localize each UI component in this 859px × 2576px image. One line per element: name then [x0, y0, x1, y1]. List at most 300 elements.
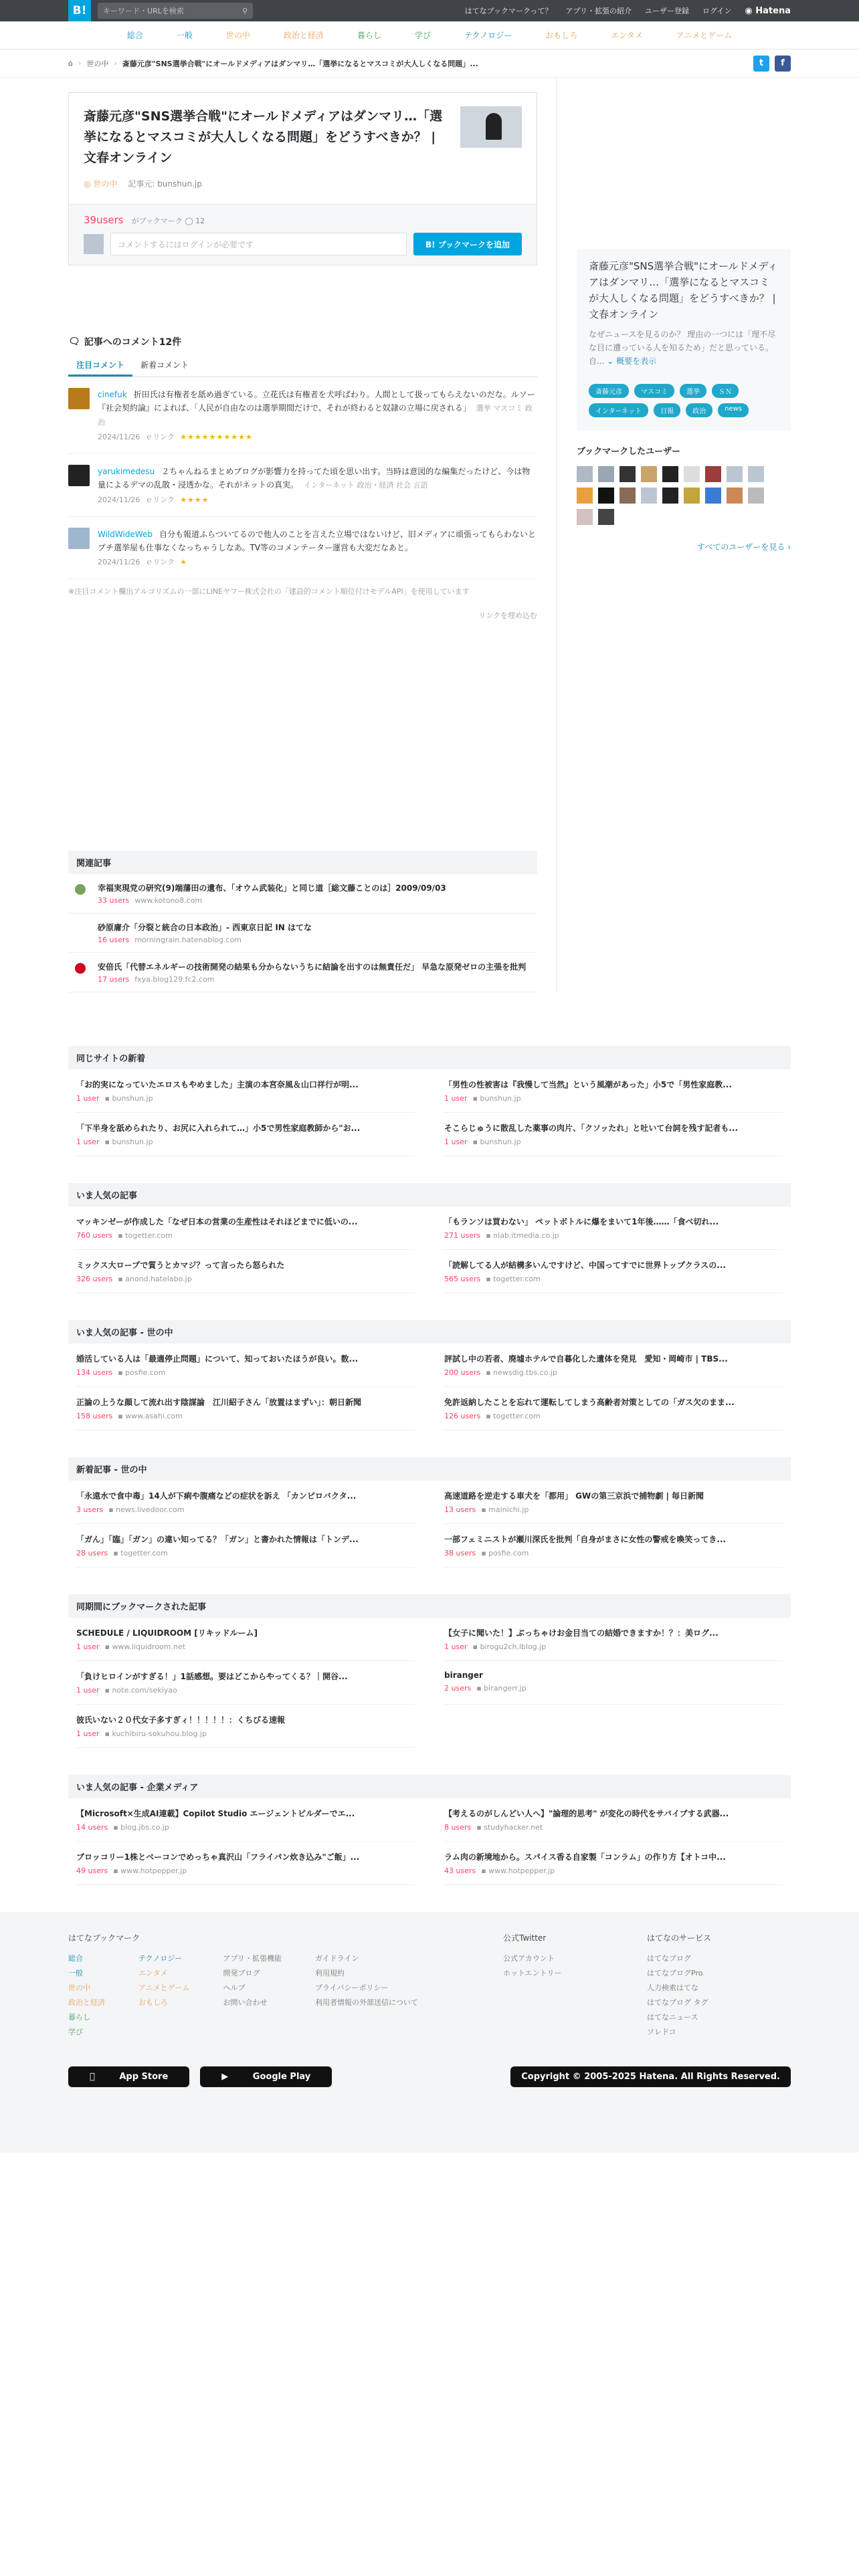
comment-content: ２ちゃんねるまとめブログが影響力を持ってた頃を思い出す。当時は意図的な編集だったけど、今は物量によるデマの乱散・浸透かな。それがネットの真実。: [98, 467, 531, 490]
tag-pill[interactable]: news: [718, 403, 749, 417]
comment-footer: [98, 556, 537, 569]
article-title[interactable]: 免許返納したことを忘れて運転してしまう高齢者対策としての「ガス欠のまま...: [444, 1398, 735, 1407]
user-avatar[interactable]: [727, 466, 743, 482]
related-meta: [98, 896, 446, 905]
favicon-icon: ▪: [481, 1866, 489, 1875]
related-title[interactable]: 幸福実現党の研究(9)端藩田の遺布、「オウム武装化」と同じ道［総文藤ことのは］2009/09/03: [98, 883, 446, 893]
article-domain[interactable]: togetter.com: [120, 1549, 168, 1558]
users-count[interactable]: 1 user: [76, 1686, 100, 1695]
article-meta: [444, 1231, 783, 1240]
related-item: [68, 914, 537, 953]
article-meta: [444, 1823, 783, 1832]
article-item: [444, 1481, 783, 1524]
footer-link[interactable]: アプリ・拡張機能: [223, 1954, 282, 1963]
related-item: [68, 874, 537, 914]
user-avatar[interactable]: [684, 488, 700, 504]
entry-title[interactable]: 斎藤元彦"SNS選挙合戦"にオールドメディアはダンマリ…「選挙になるとマスコミが大人しくなる問題」をどうすべきか？ | 文春オンライン: [84, 109, 443, 165]
article-item: [76, 1344, 415, 1387]
article-item: [76, 1618, 415, 1661]
users-count[interactable]: 1 user: [444, 1094, 468, 1103]
users-count[interactable]: 28 users: [76, 1549, 108, 1558]
star-rating[interactable]: ★: [180, 558, 188, 566]
entry-thumbnail[interactable]: [460, 106, 522, 148]
footer-link[interactable]: 利用規約: [315, 1969, 345, 1977]
article-grid: [68, 1069, 791, 1156]
footer-link[interactable]: 公式アカウント: [503, 1954, 555, 1963]
users-count[interactable]: 38 users: [444, 1549, 476, 1558]
user-avatar[interactable]: [619, 466, 636, 482]
footer-link[interactable]: 開発ブログ: [223, 1969, 260, 1977]
breadcrumb: ⌂ › 世の中 › 斎藤元彦"SNS選挙合戦"にオールドメディアはダンマリ…「選挙になるとマスコミが大人しくなる問題」... t f: [0, 49, 859, 78]
tag-pill[interactable]: ＳＮ: [712, 384, 739, 398]
footer-link[interactable]: 人力検索はてな: [647, 1983, 698, 1992]
favicon-icon: ▪: [118, 1275, 126, 1283]
category-link[interactable]: 政治と経済: [283, 31, 324, 40]
tag-list: [589, 384, 779, 417]
article-section: [68, 1320, 791, 1430]
twitter-share-icon[interactable]: t: [753, 56, 769, 72]
footer-link[interactable]: はてなブログPro: [647, 1969, 703, 1977]
article-domain[interactable]: togetter.com: [493, 1412, 541, 1420]
site-favicon: [75, 963, 86, 974]
article-item: [444, 1069, 783, 1113]
article-domain[interactable]: anond.hatelabo.jp: [125, 1275, 192, 1283]
favicon-icon: ▪: [481, 1505, 489, 1514]
facebook-share-icon[interactable]: f: [775, 56, 791, 72]
related-title[interactable]: 安倍氏「代替エネルギーの技術開発の結果も分からないうちに結論を出すのは無責任だ」 早急な原発ゼロの主張を批判: [98, 962, 527, 972]
article-domain[interactable]: posfie.com: [488, 1549, 529, 1558]
hatena-logo[interactable]: ◉ Hatena: [745, 5, 791, 16]
footer-twitter-heading: 公式Twitter: [503, 1933, 547, 1943]
login-link[interactable]: ログイン: [702, 7, 732, 15]
entry-summary-card: [577, 249, 791, 431]
article-title[interactable]: 「お的実になっていたエロスもやめました」主演の本宮奈風＆山口祥行が明...: [76, 1080, 359, 1089]
article-item: [76, 1705, 415, 1748]
user-avatar[interactable]: [705, 466, 721, 482]
article-title[interactable]: 【考えるのがしんどい人へ】"論理的思考" が変化の時代をサバイブする武器...: [444, 1809, 729, 1818]
related-item: [68, 953, 537, 992]
article-title[interactable]: 「負けヒロインがすぎる！」1話感想。要はどこからやってくる？｜開谷...: [76, 1672, 348, 1681]
footer-link[interactable]: はてなニュース: [647, 2013, 698, 2022]
commenter-avatar[interactable]: [68, 465, 90, 486]
favicon-icon: ▪: [486, 1368, 494, 1377]
summary-title[interactable]: 斎藤元彦"SNS選挙合戦"にオールドメディアはダンマリ…「選挙になるとマスコミが大人しくなる問題」をどうすべきか？ | 文春オンライン: [589, 260, 778, 320]
favicon-icon: ▪: [113, 1549, 121, 1558]
category-link[interactable]: 総合: [126, 31, 143, 40]
article-item: [444, 1524, 783, 1568]
favicon-icon: ▪: [108, 1505, 116, 1514]
about-link[interactable]: はてなブックマークって？: [464, 7, 553, 15]
users-count[interactable]: 13 users: [444, 1505, 476, 1514]
users-count[interactable]: 1 user: [444, 1138, 468, 1146]
article-title[interactable]: 「読解してる人が結構多いんですけど、中国ってすでに世界トップクラスの...: [444, 1261, 726, 1270]
article-meta: [444, 1642, 783, 1651]
favicon-icon: ▪: [476, 1684, 484, 1693]
users-count[interactable]: 1 user: [76, 1094, 100, 1103]
article-domain[interactable]: note.com/sekiyao: [112, 1686, 177, 1695]
article-domain[interactable]: nlab.itmedia.co.jp: [493, 1231, 559, 1240]
category-link[interactable]: 世の中: [225, 31, 250, 40]
register-link[interactable]: ユーザー登録: [644, 7, 689, 15]
article-title[interactable]: そこらじゅうに散乱した薬事の肉片、「クソッたれ」と吐いて台詞を残す記者も...: [444, 1123, 739, 1133]
comment-body: [98, 388, 537, 444]
tab-featured-comments[interactable]: 注目コメント: [68, 355, 132, 377]
home-icon[interactable]: ⌂: [68, 59, 73, 68]
article-title[interactable]: 婚活している人は「最適停止問題」について、知っておいたほうが良い。数...: [76, 1354, 359, 1364]
category-link[interactable]: 暮らし: [357, 31, 381, 40]
favicon-icon: ▪: [476, 1823, 484, 1832]
user-avatar[interactable]: [641, 488, 657, 504]
user-avatar[interactable]: [619, 488, 636, 504]
comment-username[interactable]: cinefuk: [98, 390, 127, 399]
apps-link[interactable]: アプリ・拡張の紹介: [565, 7, 632, 15]
tab-new-comments[interactable]: 新着コメント: [140, 360, 189, 370]
category-icon: ◎: [84, 179, 94, 189]
article-grid: [68, 1344, 791, 1430]
section-heading: 同期間にブックマークされた記事: [68, 1594, 791, 1618]
article-title[interactable]: SCHEDULE / LIQUIDROOM [リキッドルーム]: [76, 1628, 258, 1638]
article-item: [76, 1206, 415, 1250]
category-link[interactable]: 一般: [176, 31, 193, 40]
article-title[interactable]: 正論の上うな顔して流れ出す陰謀論 江川紹子さん「放置はまずい」：朝日新聞: [76, 1398, 362, 1407]
tag-pill[interactable]: インターネット: [589, 403, 648, 417]
article-title[interactable]: 一部フェミニストが瀬川深氏を批判「自身がまさに女性の警戒を喚笑ってき...: [444, 1535, 727, 1544]
article-domain[interactable]: www.liquidroom.net: [112, 1642, 186, 1651]
footer-link[interactable]: 学び: [68, 2028, 83, 2036]
article-title[interactable]: ラム肉の新境地から。スパイス香る自家製「コンラム」の作り方【オトコ中...: [444, 1852, 726, 1862]
article-title[interactable]: 「ガん」「臨」「ガン」の違い知ってる？「ガン」と書かれた情報は「トンデ...: [76, 1535, 359, 1544]
article-domain[interactable]: mainichi.jp: [488, 1505, 529, 1514]
comment-link[interactable]: ｅリンク: [145, 496, 175, 504]
comment-icon: ◯: [185, 217, 193, 225]
footer-link[interactable]: ホットエントリー: [503, 1969, 562, 1977]
article-meta: [444, 1505, 783, 1514]
related-title[interactable]: 砂原庸介「分裂と統合の日本政治」- 西東京日記 IN はてな: [98, 923, 312, 932]
tag-pill[interactable]: 選挙: [680, 384, 706, 398]
embed-link[interactable]: リンクを埋め込む: [478, 611, 537, 620]
article-title[interactable]: 「男性の性被害は『我慢して当然』という風潮があった」小5で「男性家庭教...: [444, 1080, 732, 1089]
breadcrumb-category[interactable]: 世の中: [86, 59, 109, 68]
article-meta: [76, 1686, 415, 1695]
article-title[interactable]: 【女子に聞いた！】ぶっちゃけお金目当ての結婚できますか！？：美ログ...: [444, 1628, 719, 1638]
section-heading: いま人気の記事: [68, 1183, 791, 1206]
favicon-icon: ▪: [104, 1642, 112, 1651]
user-avatar[interactable]: [662, 466, 678, 482]
article-item: [76, 1842, 415, 1885]
star-rating[interactable]: ★★★★: [180, 496, 209, 504]
footer-link[interactable]: 政治と経済: [68, 1998, 105, 2007]
user-avatar[interactable]: [598, 466, 614, 482]
category-link[interactable]: 学び: [414, 31, 431, 40]
article-domain[interactable]: kuchibiru-sokuhou.blog.jp: [112, 1729, 207, 1738]
section-heading: 同じサイトの新着: [68, 1046, 791, 1069]
footer-link[interactable]: ヘルプ: [223, 1983, 246, 1992]
article-item: [444, 1344, 783, 1387]
users-count[interactable]: 271 users: [444, 1231, 481, 1240]
article-item: [76, 1250, 415, 1293]
speech-bubble-icon: 🗨: [68, 336, 80, 347]
article-item: [76, 1387, 415, 1430]
bookmark-count[interactable]: 39users がブックマーク ◯ 12: [84, 214, 205, 226]
global-bar: [0, 0, 859, 21]
comment-text: [98, 388, 537, 429]
article-item: [444, 1661, 783, 1705]
comment-username[interactable]: WildWideWeb: [98, 530, 153, 539]
user-avatar[interactable]: [748, 488, 764, 504]
related-articles: [68, 851, 537, 992]
article-title[interactable]: 【Microsoft×生成AI連載】Copilot Studio エージェントビルダーでエ...: [76, 1809, 355, 1818]
commenter-avatar[interactable]: [68, 388, 90, 409]
category-link[interactable]: アニメとゲーム: [676, 31, 733, 40]
favicon-icon: ▪: [113, 1866, 121, 1875]
related-domain[interactable]: www.kotono8.com: [134, 896, 203, 905]
users-count[interactable]: 1 user: [76, 1642, 100, 1651]
commenter-avatar[interactable]: [68, 528, 90, 549]
related-domain[interactable]: fxya.blog129.fc2.com: [134, 975, 215, 984]
entry-category[interactable]: ◎ 世の中: [84, 179, 118, 189]
entry-domain[interactable]: bunshun.jp: [157, 179, 202, 189]
article-domain[interactable]: www.hotpepper.jp: [488, 1866, 555, 1875]
article-meta: [76, 1642, 415, 1651]
google-play-badge[interactable]: ▶ Google Play: [200, 2066, 332, 2087]
article-item: [444, 1842, 783, 1885]
favicon-icon: ▪: [104, 1729, 112, 1738]
bottom-sections: [68, 1046, 791, 1885]
article-domain[interactable]: www.hotpepper.jp: [120, 1866, 187, 1875]
hatena-bookmark-logo[interactable]: B!: [68, 0, 91, 21]
article-item: [76, 1798, 415, 1842]
favicon-icon: ▪: [104, 1138, 112, 1146]
comment-input[interactable]: コメントするにはログインが必要です: [110, 233, 407, 255]
users-count[interactable]: 1 user: [444, 1642, 468, 1651]
footer-link[interactable]: はてなブログ: [647, 1954, 691, 1963]
article-domain[interactable]: bunshun.jp: [480, 1094, 521, 1103]
footer-link[interactable]: 総合: [68, 1954, 83, 1963]
article-domain[interactable]: posfie.com: [125, 1368, 166, 1377]
article-title[interactable]: マッキンゼーが作成した「なぜ日本の営業の生産性はそれほどまでに低いの...: [76, 1217, 358, 1226]
user-avatar[interactable]: [577, 466, 593, 482]
article-domain[interactable]: bunshun.jp: [112, 1094, 153, 1103]
favicon-icon: ▪: [118, 1368, 126, 1377]
user-avatar[interactable]: [748, 466, 764, 482]
users-count[interactable]: 3 users: [76, 1505, 104, 1514]
favicon-icon: ▪: [113, 1823, 121, 1832]
tag-pill[interactable]: 日報: [654, 403, 680, 417]
users-count[interactable]: 126 users: [444, 1412, 481, 1420]
related-domain[interactable]: morningrain.hatenablog.com: [134, 936, 242, 944]
users-count[interactable]: 49 users: [76, 1866, 108, 1875]
users-count[interactable]: 1 user: [76, 1729, 100, 1738]
user-avatar[interactable]: [727, 488, 743, 504]
article-domain[interactable]: www.asahi.com: [125, 1412, 183, 1420]
footer-link[interactable]: エンタメ: [138, 1969, 168, 1977]
users-count[interactable]: 17 users: [98, 975, 130, 984]
bookmark-users-heading: ブックマークしたユーザー: [577, 447, 681, 457]
comment-algorithm-note: ※注目コメント欄出アルゴリズムの一部にLINEヤフー株式会社の「建設的コメント順位付けモデルAPI」を使用しています: [68, 587, 470, 596]
tag-pill[interactable]: 斎藤元彦: [589, 384, 629, 398]
user-avatar[interactable]: [641, 466, 657, 482]
article-title[interactable]: 評試し中の若者、廃墟ホテルで自暮化した遺体を発見 愛知・岡崎市 | TBS...: [444, 1354, 728, 1364]
article-item: [444, 1798, 783, 1842]
user-avatar: [84, 234, 104, 254]
related-heading: 関連記事: [68, 851, 537, 874]
article-meta: [76, 1823, 415, 1832]
article-title[interactable]: ブロッコリー1株とベーコンでめっちゃ真沢山「フライパン炊き込み"ご飯」...: [76, 1852, 360, 1862]
favicon-icon: ▪: [481, 1549, 489, 1558]
users-count[interactable]: 2 users: [444, 1684, 472, 1693]
search-placeholder: キーワード・URLを検索: [103, 7, 184, 15]
comment-content: 折田氏は有権者を舐め過ぎている。立花氏は有権者を犬呼ばわり。人間として扱ってもらえないのだな。ルソー『社会契約論』によれば、「人民が自由なのは選挙期間だけで、それが終わると奴隷の立場に戻される」: [98, 390, 535, 413]
users-count[interactable]: 158 users: [76, 1412, 113, 1420]
article-domain[interactable]: togetter.com: [125, 1231, 173, 1240]
user-avatar[interactable]: [577, 509, 593, 525]
user-avatar[interactable]: [598, 488, 614, 504]
hatena-logo-icon: ◉: [745, 5, 756, 16]
footer-link[interactable]: ソレドコ: [647, 2028, 676, 2036]
footer-link[interactable]: 世の中: [68, 1983, 90, 1992]
category-link[interactable]: テクノロジー: [464, 31, 512, 40]
users-count[interactable]: 16 users: [98, 936, 130, 944]
article-item: [76, 1661, 415, 1705]
article-meta: [76, 1138, 415, 1146]
star-rating[interactable]: ★★★★★★★★★★: [180, 433, 253, 441]
article-meta: [444, 1684, 783, 1693]
article-title[interactable]: 「もランソは買わない」 ペットボトルに爆をまいて1年後……「食べ切れ...: [444, 1217, 719, 1226]
footer-services-heading: はてなのサービス: [647, 1933, 712, 1943]
related-body: [98, 922, 312, 944]
section-heading: 新着記事 - 世の中: [68, 1457, 791, 1481]
category-link[interactable]: おもしろ: [545, 31, 578, 40]
article-title[interactable]: 高速道路を逆走する車犬を「都用」 GWの第三京浜で捕物劇 | 毎日新聞: [444, 1491, 704, 1501]
show-summary-link[interactable]: ⌄ 概要を表示: [607, 356, 657, 366]
search-icon[interactable]: ⚲: [242, 6, 248, 15]
footer-link[interactable]: お問い合わせ: [223, 1998, 268, 2007]
add-bookmark-button[interactable]: B! ブックマークを追加: [413, 233, 522, 255]
article-meta: [76, 1412, 415, 1420]
category-link[interactable]: エンタメ: [611, 31, 643, 40]
user-avatar[interactable]: [598, 509, 614, 525]
favicon-icon: ▪: [104, 1686, 112, 1695]
footer-link[interactable]: アニメとゲーム: [138, 1983, 190, 1992]
footer-link[interactable]: おもしろ: [138, 1998, 168, 2007]
article-domain[interactable]: bunshun.jp: [480, 1138, 521, 1146]
article-grid: [68, 1206, 791, 1293]
article-domain[interactable]: birangerr.jp: [484, 1684, 527, 1693]
article-section: [68, 1594, 791, 1748]
users-count[interactable]: 1 user: [76, 1138, 100, 1146]
article-item: [444, 1250, 783, 1293]
article-title[interactable]: 彼氏いない２０代女子多すぎィ！！！！！：くちびる速報: [76, 1715, 286, 1725]
article-item: [76, 1113, 415, 1156]
chevron-down-icon: ⌄: [607, 356, 614, 366]
article-meta: [76, 1729, 415, 1738]
search-input[interactable]: [98, 3, 253, 19]
users-count[interactable]: 565 users: [444, 1275, 481, 1283]
article-item: [76, 1524, 415, 1568]
footer-link[interactable]: 暮らし: [68, 2013, 90, 2022]
users-count[interactable]: 200 users: [444, 1368, 481, 1377]
comment-username[interactable]: yarukimedesu: [98, 467, 155, 476]
article-meta: [444, 1412, 783, 1420]
article-item: [76, 1069, 415, 1113]
footer-link[interactable]: テクノロジー: [138, 1954, 183, 1963]
footer-link[interactable]: 一般: [68, 1969, 83, 1977]
comment-date: 2024/11/26: [98, 496, 140, 504]
tag-pill[interactable]: マスコミ: [634, 384, 674, 398]
article-domain[interactable]: blog.jbs.co.jp: [120, 1823, 169, 1832]
article-domain[interactable]: togetter.com: [493, 1275, 541, 1283]
favicon-icon: ▪: [472, 1094, 480, 1103]
article-meta: [444, 1275, 783, 1283]
article-domain[interactable]: birogu2ch.lblog.jp: [480, 1642, 547, 1651]
article-item: [444, 1206, 783, 1250]
comment-text: [98, 465, 537, 492]
copyright: Copyright © 2005-2025 Hatena. All Rights Reserved.: [510, 2066, 791, 2087]
comment-link[interactable]: ｅリンク: [145, 433, 175, 441]
sidebar: [557, 78, 791, 992]
users-count[interactable]: 134 users: [76, 1368, 113, 1377]
article-title[interactable]: 「永遠水で食中毒」14人が下痢や腹痛などの症状を訴え 「カンピロバクタ...: [76, 1491, 357, 1501]
comment-tags[interactable]: インターネット 政治・経済 社会 言語: [304, 481, 428, 490]
article-meta: [444, 1094, 783, 1103]
article-domain[interactable]: newsdig.tbs.co.jp: [493, 1368, 557, 1377]
article-title[interactable]: biranger: [444, 1671, 483, 1680]
footer-link[interactable]: 利用者情報の外部送信について: [315, 1998, 418, 2007]
users-count[interactable]: 8 users: [444, 1823, 472, 1832]
users-count[interactable]: 33 users: [98, 896, 130, 905]
footer-link[interactable]: プライバシーポリシー: [315, 1983, 389, 1992]
breadcrumb-current: 斎藤元彦"SNS選挙合戦"にオールドメディアはダンマリ…「選挙になるとマスコミが大人しくなる問題」...: [122, 59, 478, 68]
article-section: [68, 1457, 791, 1568]
comment-date: 2024/11/26: [98, 433, 140, 441]
users-count[interactable]: 14 users: [76, 1823, 108, 1832]
footer-bookmark-heading: はてなブックマーク: [68, 1933, 140, 1943]
tag-pill[interactable]: 政治: [686, 403, 712, 417]
article-title[interactable]: ミックス大ロープで質うとカマジ？って言ったら怒られた: [76, 1261, 285, 1270]
section-heading: いま人気の記事 - 世の中: [68, 1320, 791, 1344]
all-users-link[interactable]: すべてのユーザーを見る ›: [696, 542, 791, 552]
footer: [0, 1912, 859, 2153]
footer-link[interactable]: ガイドライン: [315, 1954, 359, 1963]
article-section: [68, 1775, 791, 1885]
play-icon: ▶: [211, 2066, 242, 2087]
article-domain[interactable]: bunshun.jp: [112, 1138, 153, 1146]
article-domain[interactable]: studyhacker.net: [484, 1823, 543, 1832]
article-title[interactable]: 「下半身を舐められたり、お尻に入れられて…」小5で男性家庭教師から"お...: [76, 1123, 361, 1133]
section-heading: いま人気の記事 - 企業メディア: [68, 1775, 791, 1798]
comment-link[interactable]: ｅリンク: [145, 558, 175, 566]
article-item: [444, 1618, 783, 1661]
comment-text: [98, 528, 537, 554]
comment-tags[interactable]: 選挙 マスコミ 政治: [98, 404, 533, 427]
footer-link[interactable]: はてなブログ タグ: [647, 1998, 708, 2007]
article-domain[interactable]: news.livedoor.com: [116, 1505, 185, 1514]
user-avatar[interactable]: [662, 488, 678, 504]
article-section: [68, 1183, 791, 1293]
user-avatar[interactable]: [577, 488, 593, 504]
article-section: [68, 1046, 791, 1156]
user-avatar[interactable]: [684, 466, 700, 482]
users-count[interactable]: 43 users: [444, 1866, 476, 1875]
users-count[interactable]: 326 users: [76, 1275, 113, 1283]
entry-box: [68, 92, 537, 265]
user-avatar[interactable]: [705, 488, 721, 504]
users-count[interactable]: 760 users: [76, 1231, 113, 1240]
chevron-right-icon: ›: [787, 542, 791, 552]
favicon-icon: ▪: [118, 1412, 126, 1420]
app-store-badge[interactable]: App Store: [68, 2066, 189, 2087]
favicon-icon: ▪: [486, 1231, 494, 1240]
